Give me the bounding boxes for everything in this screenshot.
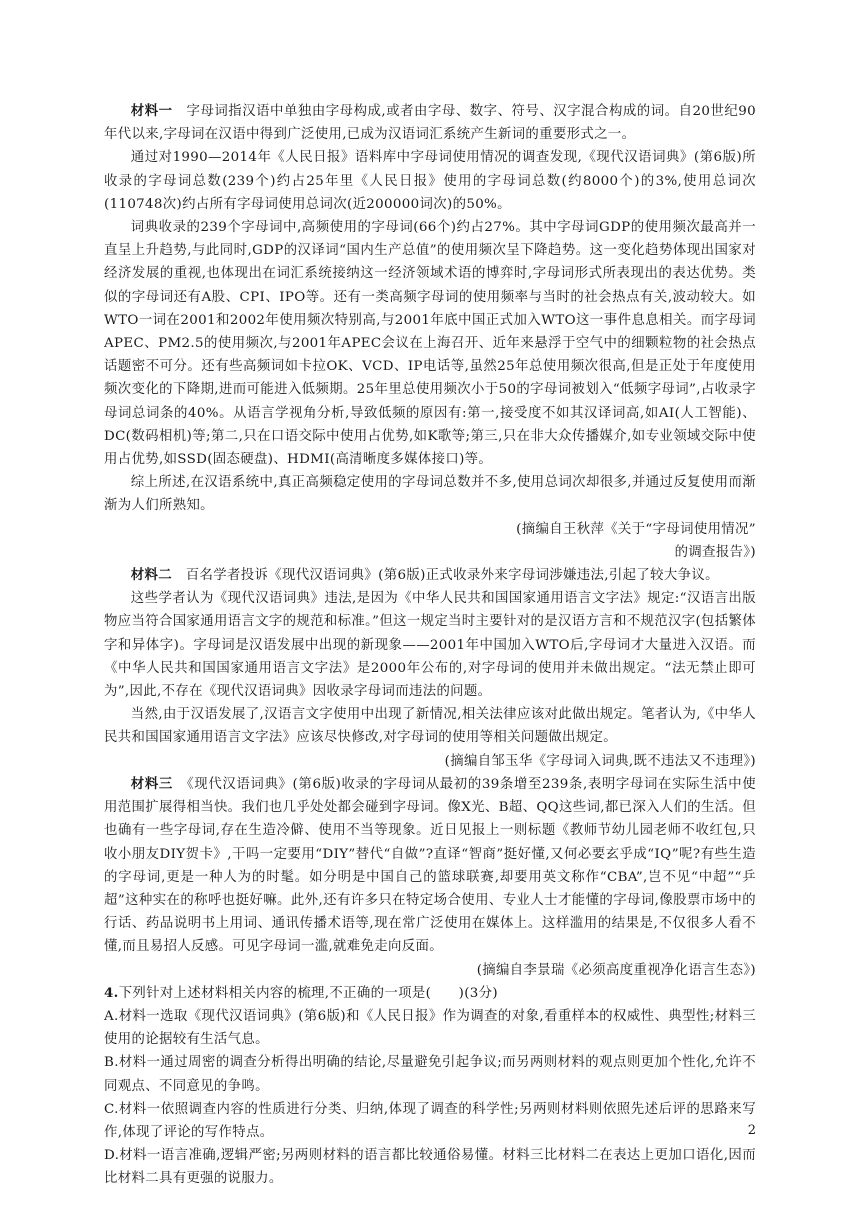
document-body bbox=[104, 100, 756, 1191]
material1-source-line1: (摘编自王秋萍《关于“字母词使用情况” bbox=[516, 521, 756, 537]
option-b: B.材料一通过周密的调查分析得出明确的结论,尽量避免引起争议;而另两则材料的观点则更加个性化,允许不同观点、不同意见的争鸣。 bbox=[104, 1055, 756, 1094]
material2-paragraph2: 这些学者认为《现代汉语词典》违法,是因为《中华人民共和国国家通用语言文字法》规定:“汉语言出版物应当符合国家通用语言文字的规范和标准。”但这一规定当时主要针对的是汉语方言和不规范汉字(包括繁体字和异体字)。字母词是汉语发展中出现的新现象——2001年中国加入WTO后,字母词才大量进入汉语。而《中华人民共和国国家通用语言文字法》是2000年公布的,对字母词的使用并未做出规定。“法无禁止即可为”,因此,不存在《现代汉语词典》因收录字母词而违法的问题。 bbox=[104, 591, 756, 700]
material2-paragraph1 bbox=[104, 564, 756, 587]
material1-heading: 材料一 bbox=[130, 103, 173, 119]
option-c: C.材料一依照调查内容的性质进行分类、归纳,体现了调查的科学性;另两则材料则依照先述后评的思路来写作,体现了评论的写作特点。 bbox=[104, 1101, 756, 1140]
material1-paragraph3: 词典收录的239个字母词中,高频使用的字母词(66个)约占27%。其中字母词GDP的使用频次最高并一直呈上升趋势,与此同时,GDP的汉译词“国内生产总值”的使用频次呈下降趋势。这一变化趋势体现出国家对经济发展的重视,也体现出在词汇系统接纳这一经济领域术语的博弈时,字母词形式所表现出的表达优势。类似的字母词还有A股、CPI、IPO等。还有一类高频字母词的使用频率与当时的社会热点有关,波动较大。如WTO一词在2001和2002年使用频次特别高,与2001年底中国正式加入WTO这一事件息息相关。而字母词APEC、PM2.5的使用频次,与2001年APEC会议在上海召开、近年来悬浮于空气中的细颗粒物的社会热点话题密不可分。还有些高频词如卡拉OK、VCD、IP电话等,虽然25年总使用频次很高,但是正处于年度使用频次变化的下降期,进而可能进入低频期。25年里总使用频次小于50的字母词被划入“低频字母词”,占收录字母词总词条的40%。从语言学视角分析,导致低频的原因有:第一,接受度不如其汉译词高,如AI(人工智能)、DC(数码相机)等;第二,只在口语交际中使用占优势,如K歌等;第三,只在非大众传播媒介,如专业领域交际中使用占优势,如SSD(固态硬盘)、HDMI(高清晰度多媒体接口)等。 bbox=[104, 220, 756, 468]
option-d: D.材料一语言准确,逻辑严密;另两则材料的语言都比较通俗易懂。材料三比材料二在表达上更加口语化,因而比材料二具有更强的说服力。 bbox=[104, 1148, 756, 1187]
material3-text1: 《现代汉语词典》(第6版)收录的字母词从最初的39条增至239条,表明字母词在实际生活中使用范围扩展得相当快。我们也几乎处处都会碰到字母词。像X光、B超、QQ这些词,都已深入人们的生活。但也确有一些字母词,存在生造冷僻、使用不当等现象。近日见报上一则标题《教师节幼儿园老师不收红包,只收小朋友DIY贺卡》,干吗一定要用“DIY”替代“自做”?直译“智商”挺好懂,又何必要玄乎成“IQ”呢?有些生造的字母词,更是一种人为的时髦。如分明是中国自己的篮球联赛,却要用英文称作“CBA”,岂不见“中超”“乒超”这种实在的称呼也挺好嘛。此外,还有许多只在特定场合使用、专业人士才能懂的字母词,像股票市场中的行话、药品说明书上用词、通讯传播术语等,现在常广泛使用在媒体上。这样滥用的结果是,不仅很多人看不懂,而且易招人反感。可见字母词一滥,就难免走向反面。 bbox=[104, 776, 756, 955]
material2-text1: 百名学者投诉《现代汉语词典》(第6版)正式收录外来字母词涉嫌违法,引起了较大争议。 bbox=[185, 568, 719, 584]
question-number: 4. bbox=[104, 984, 119, 1001]
question-stem-text: 下列针对上述材料相关内容的梳理,不正确的一项是( )(3分) bbox=[118, 985, 498, 1001]
material2-source: (摘编自邹玉华《字母词入词典,既不违法又不违理》) bbox=[444, 753, 756, 769]
material2-heading: 材料二 bbox=[130, 567, 173, 584]
material3-source: (摘编自李景瑞《必须高度重视净化语言生态》) bbox=[476, 962, 756, 978]
material3-heading: 材料三 bbox=[130, 775, 173, 792]
material1-source-line2: 的调查报告》) bbox=[674, 544, 756, 560]
material1-paragraph1 bbox=[104, 100, 756, 146]
option-a: A.材料一选取《现代汉语词典》(第6版)和《人民日报》作为调查的对象,看重样本的权威性、典型性;材料三使用的论据较有生活气息。 bbox=[104, 1008, 756, 1048]
question-stem bbox=[104, 982, 756, 1005]
material1-paragraph4: 综上所述,在汉语系统中,真正高频稳定使用的字母词总数并不多,使用总词次却很多,并通过反复使用而渐渐为人们所熟知。 bbox=[104, 475, 756, 514]
page-number: 2 bbox=[747, 1123, 756, 1138]
material3-paragraph1 bbox=[104, 773, 756, 959]
material2-paragraph3: 当然,由于汉语发展了,汉语言文字使用中出现了新情况,相关法律应该对此做出规定。笔者认为,《中华人民共和国国家通用语言文字法》应该尽快修改,对字母词的使用等相关问题做出规定。 bbox=[104, 707, 756, 746]
material1-paragraph2: 通过对1990—2014年《人民日报》语料库中字母词使用情况的调查发现,《现代汉语词典》(第6版)所收录的字母词总数(239个)约占25年里《人民日报》使用的字母词总数(约8000个)的3%,使用总词次(110748次)约占所有字母词使用总词次(近200000词次)的50%。 bbox=[104, 150, 756, 212]
material1-text1: 字母词指汉语中单独由字母构成,或者由字母、数字、符号、汉字混合构成的词。自20世纪90年代以来,字母词在汉语中得到广泛使用,已成为汉语词汇系统产生新词的重要形式之一。 bbox=[104, 104, 756, 143]
